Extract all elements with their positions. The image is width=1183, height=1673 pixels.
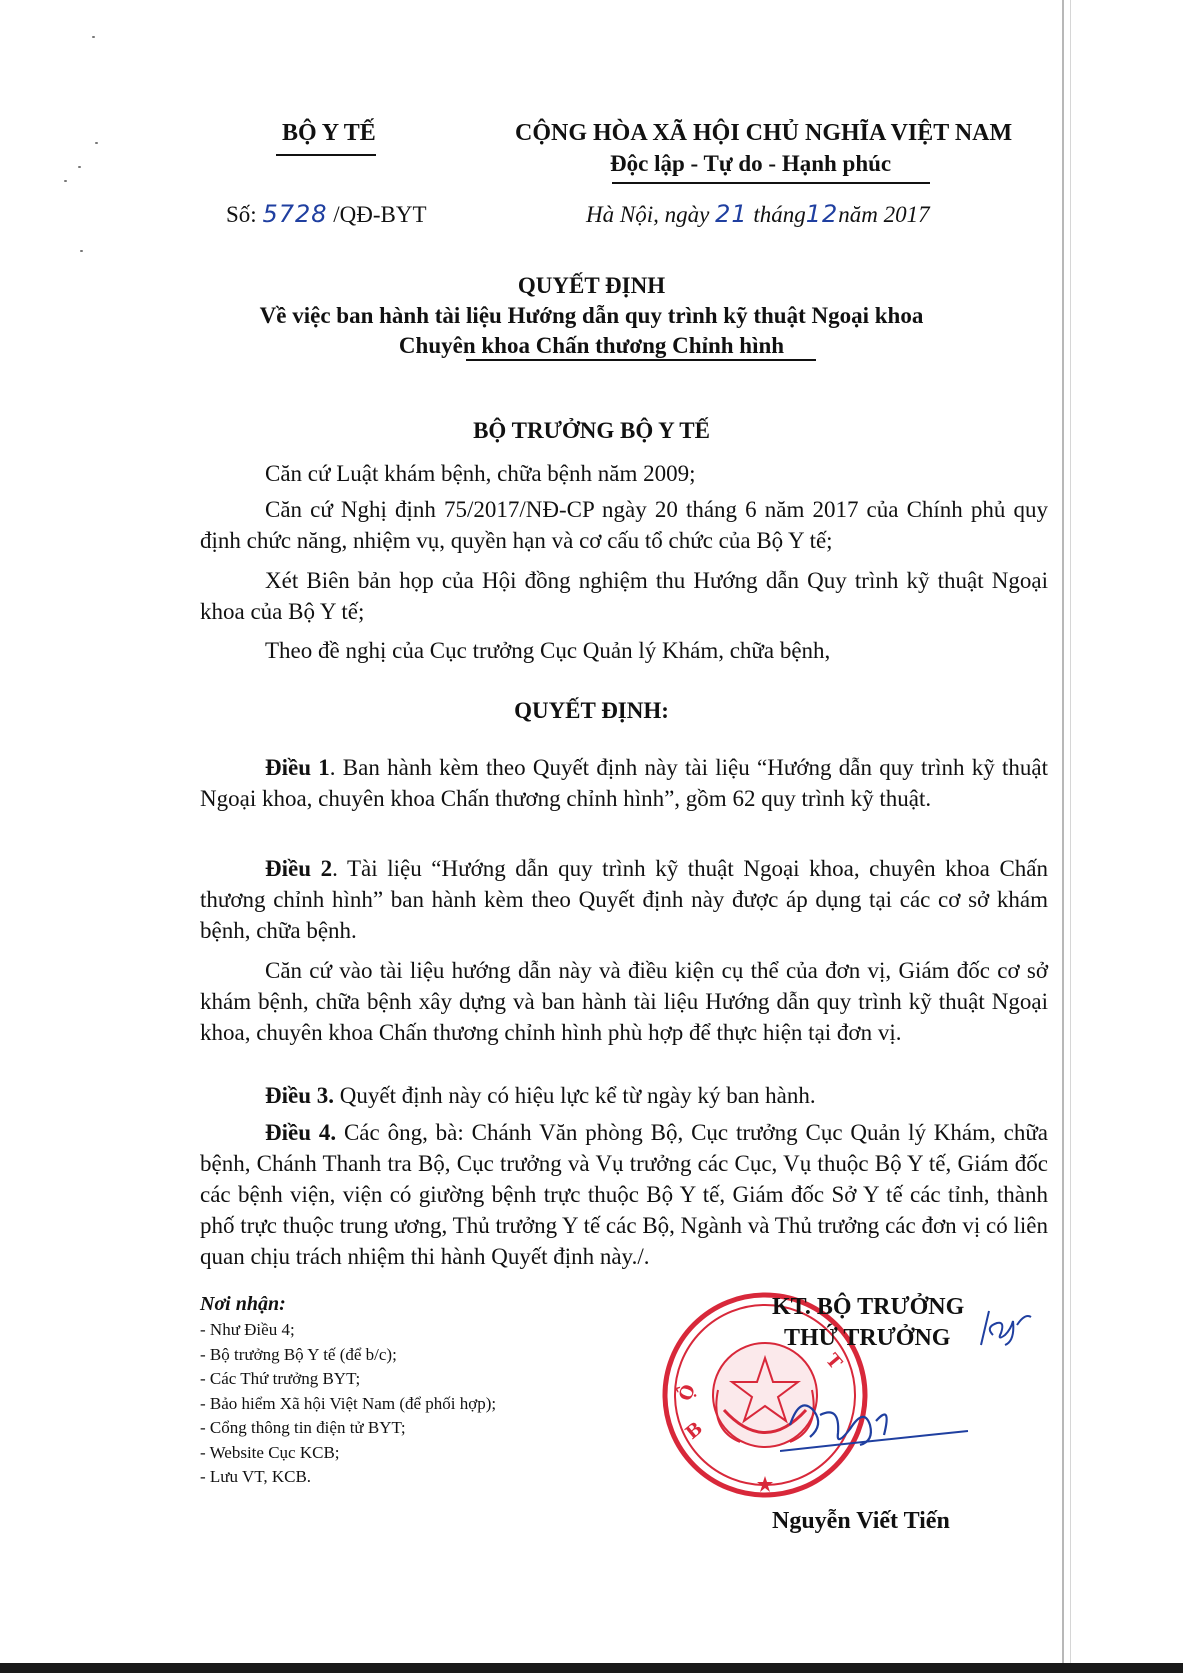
scan-speck	[78, 166, 81, 168]
article-4	[200, 1117, 1048, 1272]
document-type-title: QUYẾT ĐỊNH	[517, 273, 666, 298]
article-label: Điều 1	[265, 755, 330, 780]
national-title: CỘNG HÒA XÃ HỘI CHỦ NGHĨA VIỆT NAM	[515, 120, 1013, 146]
national-motto: Độc lập - Tự do - Hạnh phúc	[610, 151, 892, 176]
handwritten-month: 12	[805, 200, 839, 228]
document-subject-line2: Chuyên khoa Chấn thương Chỉnh hình	[398, 333, 785, 358]
date-month-label: tháng	[753, 202, 806, 227]
list-item: - Bộ trưởng Bộ Y tế (để b/c);	[200, 1344, 397, 1364]
article-label: Điều 2	[265, 856, 333, 881]
svg-text:Ộ: Ộ	[674, 1381, 701, 1404]
article-label: Điều 4.	[265, 1120, 337, 1145]
list-item: - Lưu VT, KCB.	[200, 1467, 312, 1486]
scan-speck	[92, 36, 95, 38]
handwritten-day: 21	[715, 200, 748, 228]
signer-name: Nguyễn Viết Tiến	[772, 1508, 950, 1534]
motto-underline	[612, 182, 930, 184]
article-2-continued	[200, 955, 1048, 1048]
scan-edge-line	[1070, 0, 1071, 1673]
scan-bottom-edge	[0, 1663, 1183, 1673]
article-text: . Tài liệu “Hướng dẫn quy trình kỹ thuật Ngoại khoa, chuyên khoa Chấn thương chỉnh hình” ban hành kèm theo Quyết định này được áp dụng tại các cơ sở khám bệnh, chữa bệnh.	[200, 856, 1048, 943]
issuing-agency: BỘ Y TẾ	[282, 120, 376, 146]
preamble-paragraph: Căn cứ Luật khám bệnh, chữa bệnh năm 2009;	[265, 461, 696, 486]
issuing-authority: BỘ TRƯỞNG BỘ Y TẾ	[473, 418, 710, 443]
article-2	[200, 853, 1048, 946]
date-year: năm 2017	[838, 202, 930, 227]
list-item: - Website Cục KCB;	[200, 1442, 340, 1462]
svg-text:B: B	[681, 1417, 707, 1444]
scan-edge-line	[1062, 0, 1064, 1673]
agency-underline	[276, 154, 376, 156]
signature-title-line1: KT. BỘ TRƯỞNG	[772, 1294, 965, 1320]
list-item: - Như Điều 4;	[200, 1320, 295, 1339]
handwritten-signature-icon	[780, 1385, 970, 1460]
article-label: Điều 3.	[265, 1083, 334, 1108]
decides-heading: QUYẾT ĐỊNH:	[514, 698, 669, 723]
preamble-paragraph: Xét Biên bản họp của Hội đồng nghiệm thu Hướng dẫn Quy trình kỹ thuật Ngoại khoa của Bộ Y tế;	[200, 568, 1048, 624]
number-label: Số:	[226, 202, 257, 227]
svg-text:T: T	[821, 1349, 846, 1374]
preamble-paragraph: Căn cứ Nghị định 75/2017/NĐ-CP ngày 20 tháng 6 năm 2017 của Chính phủ quy định chức năng, nhiệm vụ, quyền hạn và cơ cấu tổ chức của Bộ Y tế;	[200, 497, 1048, 553]
recipients-title: Nơi nhận:	[200, 1293, 286, 1315]
list-item: - Bảo hiểm Xã hội Việt Nam (để phối hợp);	[200, 1393, 497, 1413]
handwritten-number: 5728	[262, 200, 328, 228]
article-text: Quyết định này có hiệu lực kể từ ngày ký ban hành.	[334, 1083, 816, 1108]
date-prefix: Hà Nội, ngày	[586, 202, 710, 227]
scan-speck	[80, 250, 83, 252]
article-text: Các ông, bà: Chánh Văn phòng Bộ, Cục trưởng Cục Quản lý Khám, chữa bệnh, Chánh Thanh tra Bộ, Cục trưởng và Vụ trưởng các Cục, Vụ thuộc Bộ Y tế, Giám đốc các bệnh viện, viện có giường bệnh trực thuộc Bộ Y tế, Giám đốc Sở Y tế các tỉnh, thành phố trực thuộc trung ương, Thủ trưởng Y tế các Bộ, Ngành và Thủ trưởng các đơn vị có liên quan chịu trách nhiệm thi hành Quyết định này./.	[200, 1120, 1048, 1269]
article-text: . Ban hành kèm theo Quyết định này tài liệu “Hướng dẫn quy trình kỹ thuật Ngoại khoa, chuyên khoa Chấn thương chỉnh hình”, gồm 62 quy trình kỹ thuật.	[200, 755, 1048, 811]
title-underline	[466, 359, 816, 361]
article-3	[200, 1080, 1048, 1111]
document-number	[226, 200, 427, 228]
list-item: - Cổng thông tin điện tử BYT;	[200, 1418, 406, 1437]
number-suffix: /QĐ-BYT	[333, 202, 427, 227]
article-1	[200, 752, 1048, 814]
list-item: - Các Thứ trưởng BYT;	[200, 1369, 361, 1388]
document-subject-line1: Về việc ban hành tài liệu Hướng dẫn quy trình kỹ thuật Ngoại khoa	[259, 303, 924, 328]
scan-speck	[95, 142, 98, 144]
issue-date	[586, 200, 930, 228]
article-text: Căn cứ vào tài liệu hướng dẫn này và điều kiện cụ thể của đơn vị, Giám đốc cơ sở khám bệnh, chữa bệnh xây dựng và ban hành tài liệu Hướng dẫn quy trình kỹ thuật Ngoại khoa, chuyên khoa Chấn thương chỉnh hình phù hợp để thực hiện tại đơn vị.	[200, 958, 1048, 1045]
handwritten-initial-icon	[975, 1305, 1035, 1349]
recipients-list	[200, 1318, 496, 1490]
signature-title-line2: THỨ TRƯỞNG	[784, 1325, 951, 1351]
scan-speck	[64, 180, 67, 182]
preamble-paragraph: Theo đề nghị của Cục trưởng Cục Quản lý Khám, chữa bệnh,	[265, 638, 831, 663]
